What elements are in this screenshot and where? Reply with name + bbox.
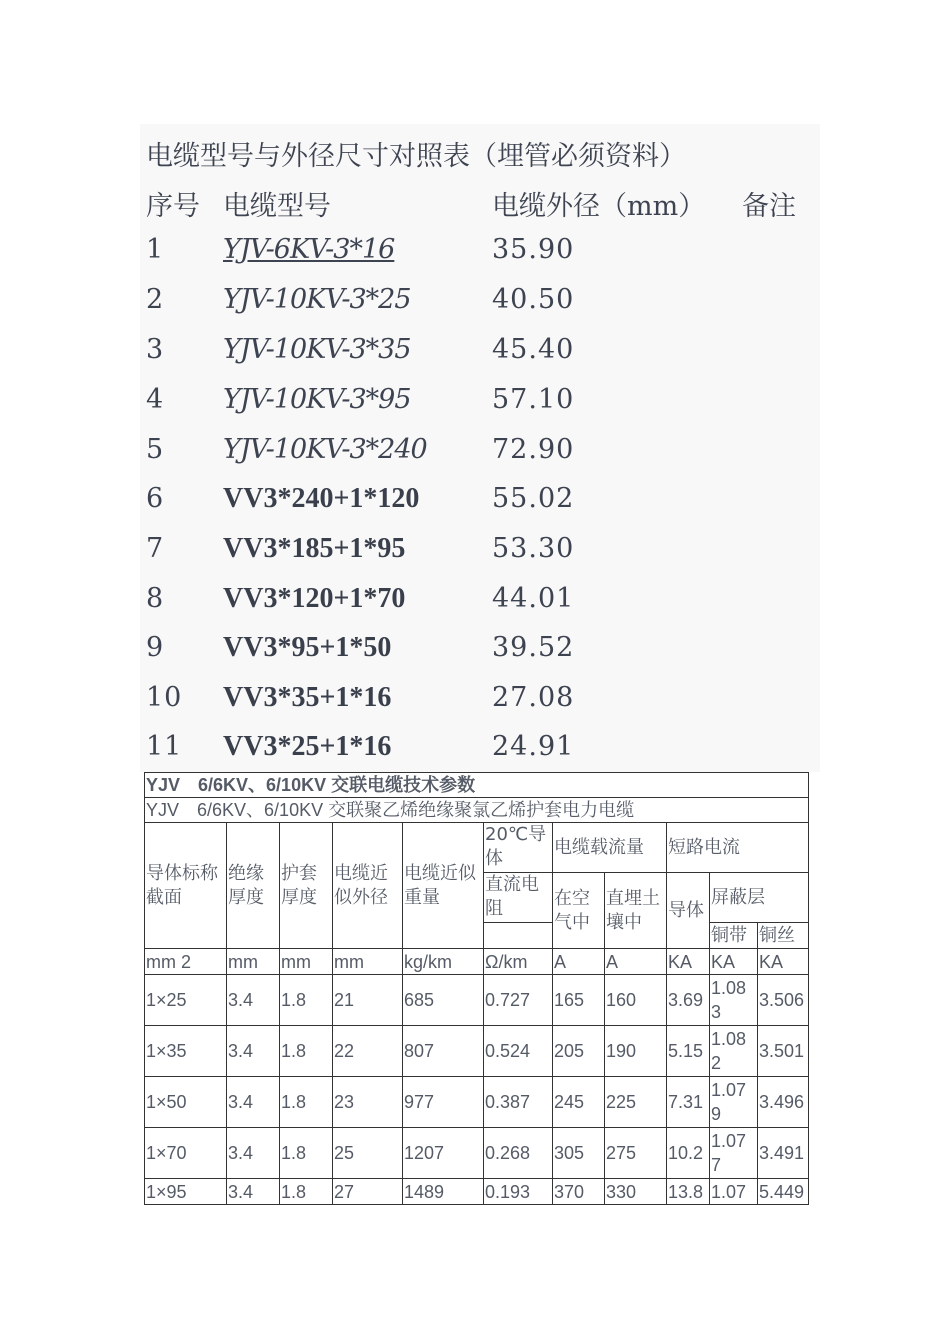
unit-cell: mm — [227, 949, 280, 975]
header-copper-wire: 铜丝 — [758, 923, 809, 949]
item-model: VV3*240+1*120 — [223, 483, 420, 514]
item-no: 9 — [146, 632, 165, 663]
item-diameter: 57.10 — [492, 384, 575, 415]
table-cell: 3.4 — [227, 1179, 280, 1205]
table-cell: 22 — [333, 1026, 403, 1077]
spec-units-row — [145, 949, 809, 975]
unit-cell: Ω/km — [484, 949, 553, 975]
header-conductor: 导体 — [667, 873, 710, 949]
table-cell: 0.268 — [484, 1128, 553, 1179]
header-diameter: 电缆外径（mm） — [492, 191, 706, 222]
table-cell: 305 — [553, 1128, 605, 1179]
item-diameter: 24.91 — [492, 731, 575, 762]
list-item — [0, 234, 950, 274]
table-row — [145, 1179, 809, 1205]
header-resistance-top: 20℃导体 — [484, 823, 553, 873]
table-cell: 10.2 — [667, 1128, 710, 1179]
table-cell: 1×95 — [145, 1179, 227, 1205]
header-no: 序号 — [146, 191, 200, 222]
header-shield: 屏蔽层 — [710, 873, 809, 923]
table-row — [145, 975, 809, 1026]
item-diameter: 27.08 — [492, 682, 575, 713]
table-cell: 3.69 — [667, 975, 710, 1026]
item-no: 10 — [146, 682, 183, 713]
item-model: VV3*95+1*50 — [223, 632, 392, 663]
table-cell: 1.8 — [280, 1077, 333, 1128]
item-diameter: 39.52 — [492, 632, 575, 663]
spec-title: YJV 6/6KV、6/10KV 交联电缆技术参数 — [145, 773, 809, 798]
item-model: YJV-10KV-3*35 — [223, 334, 411, 365]
table-cell: 370 — [553, 1179, 605, 1205]
unit-cell: mm — [280, 949, 333, 975]
item-model: YJV-10KV-3*240 — [223, 434, 427, 465]
table-cell: 1.082 — [710, 1026, 758, 1077]
item-diameter: 35.90 — [492, 234, 575, 265]
unit-cell: kg/km — [403, 949, 484, 975]
item-no: 6 — [146, 483, 165, 514]
table-cell: 1×70 — [145, 1128, 227, 1179]
list-item — [0, 334, 950, 374]
item-diameter: 44.01 — [492, 583, 575, 614]
table-cell: 3.491 — [758, 1128, 809, 1179]
unit-cell: mm 2 — [145, 949, 227, 975]
page-title: 电缆型号与外径尺寸对照表（埋管必须资料） — [146, 141, 686, 172]
table-cell: 1.8 — [280, 1026, 333, 1077]
table-cell: 160 — [605, 975, 667, 1026]
header-short-circuit: 短路电流 — [667, 823, 809, 873]
item-no: 8 — [146, 583, 165, 614]
list-item — [0, 682, 950, 722]
header-model: 电缆型号 — [223, 191, 331, 222]
header-empty — [484, 923, 553, 949]
table-cell: 1.8 — [280, 1128, 333, 1179]
table-cell: 13.8 — [667, 1179, 710, 1205]
item-no: 11 — [146, 731, 183, 762]
table-cell: 1×25 — [145, 975, 227, 1026]
header-conductor-section: 导体标称截面 — [145, 823, 227, 949]
item-no: 7 — [146, 533, 165, 564]
table-cell: 977 — [403, 1077, 484, 1128]
item-diameter: 72.90 — [492, 434, 575, 465]
table-cell: 205 — [553, 1026, 605, 1077]
header-sheath: 护套厚度 — [280, 823, 333, 949]
list-item — [0, 731, 950, 771]
unit-cell: A — [553, 949, 605, 975]
table-cell: 225 — [605, 1077, 667, 1128]
table-cell: 1.8 — [280, 975, 333, 1026]
table-cell: 3.501 — [758, 1026, 809, 1077]
table-cell: 1489 — [403, 1179, 484, 1205]
item-no: 1 — [146, 234, 165, 265]
table-cell: 7.31 — [667, 1077, 710, 1128]
table-cell: 807 — [403, 1026, 484, 1077]
spec-subtitle-row — [145, 798, 809, 823]
table-cell: 3.4 — [227, 1077, 280, 1128]
list-item — [0, 483, 950, 523]
unit-cell: KA — [710, 949, 758, 975]
list-item — [0, 284, 950, 324]
item-model: VV3*35+1*16 — [223, 682, 392, 713]
item-model-link[interactable]: YJV-6KV-3*16 — [223, 234, 395, 265]
item-model: YJV-10KV-3*25 — [223, 284, 411, 315]
table-cell: 25 — [333, 1128, 403, 1179]
item-model: VV3*25+1*16 — [223, 731, 392, 762]
table-cell: 21 — [333, 975, 403, 1026]
list-item — [0, 434, 950, 474]
table-cell: 165 — [553, 975, 605, 1026]
table-cell: 1×35 — [145, 1026, 227, 1077]
table-cell: 1.07 — [710, 1179, 758, 1205]
table-cell: 0.727 — [484, 975, 553, 1026]
table-cell: 23 — [333, 1077, 403, 1128]
item-diameter: 45.40 — [492, 334, 575, 365]
header-weight: 电缆近似重量 — [403, 823, 484, 949]
list-header — [0, 184, 950, 224]
table-cell: 3.4 — [227, 975, 280, 1026]
list-item — [0, 533, 950, 573]
header-resistance-bottom: 直流电阻 — [484, 873, 553, 923]
list-item — [0, 583, 950, 623]
table-row — [145, 1128, 809, 1179]
table-cell: 330 — [605, 1179, 667, 1205]
unit-cell: KA — [667, 949, 710, 975]
table-cell: 0.524 — [484, 1026, 553, 1077]
item-diameter: 40.50 — [492, 284, 575, 315]
spec-header-row — [145, 823, 809, 873]
unit-cell: KA — [758, 949, 809, 975]
item-model: VV3*120+1*70 — [223, 583, 406, 614]
list-item — [0, 384, 950, 424]
item-no: 3 — [146, 334, 165, 365]
table-cell: 1.079 — [710, 1077, 758, 1128]
header-diameter: 电缆近似外径 — [333, 823, 403, 949]
table-cell: 685 — [403, 975, 484, 1026]
header-in-soil: 直埋土壤中 — [605, 873, 667, 949]
item-model: YJV-10KV-3*95 — [223, 384, 411, 415]
header-in-air: 在空气中 — [553, 873, 605, 949]
table-cell: 1×50 — [145, 1077, 227, 1128]
item-diameter: 53.30 — [492, 533, 575, 564]
item-no: 4 — [146, 384, 165, 415]
table-cell: 3.4 — [227, 1026, 280, 1077]
table-row — [145, 1077, 809, 1128]
item-no: 2 — [146, 284, 165, 315]
unit-cell: mm — [333, 949, 403, 975]
table-cell: 3.4 — [227, 1128, 280, 1179]
unit-cell: A — [605, 949, 667, 975]
table-cell: 1.077 — [710, 1128, 758, 1179]
table-cell: 190 — [605, 1026, 667, 1077]
table-cell: 275 — [605, 1128, 667, 1179]
header-remark: 备注 — [742, 191, 796, 222]
header-copper-tape: 铜带 — [710, 923, 758, 949]
table-cell: 1.8 — [280, 1179, 333, 1205]
spec-table — [144, 772, 809, 1205]
header-insulation: 绝缘厚度 — [227, 823, 280, 949]
spec-subtitle: YJV 6/6KV、6/10KV 交联聚乙烯绝缘聚氯乙烯护套电力电缆 — [145, 798, 809, 823]
table-cell: 0.193 — [484, 1179, 553, 1205]
table-cell: 1.083 — [710, 975, 758, 1026]
item-no: 5 — [146, 434, 165, 465]
item-diameter: 55.02 — [492, 483, 575, 514]
list-item — [0, 632, 950, 672]
table-cell: 5.15 — [667, 1026, 710, 1077]
spec-title-row — [145, 773, 809, 798]
table-cell: 245 — [553, 1077, 605, 1128]
table-row — [145, 1026, 809, 1077]
table-cell: 3.496 — [758, 1077, 809, 1128]
table-cell: 27 — [333, 1179, 403, 1205]
header-ampacity: 电缆载流量 — [553, 823, 667, 873]
table-cell: 1207 — [403, 1128, 484, 1179]
table-cell: 5.449 — [758, 1179, 809, 1205]
table-cell: 0.387 — [484, 1077, 553, 1128]
item-model: VV3*185+1*95 — [223, 533, 406, 564]
table-cell: 3.506 — [758, 975, 809, 1026]
